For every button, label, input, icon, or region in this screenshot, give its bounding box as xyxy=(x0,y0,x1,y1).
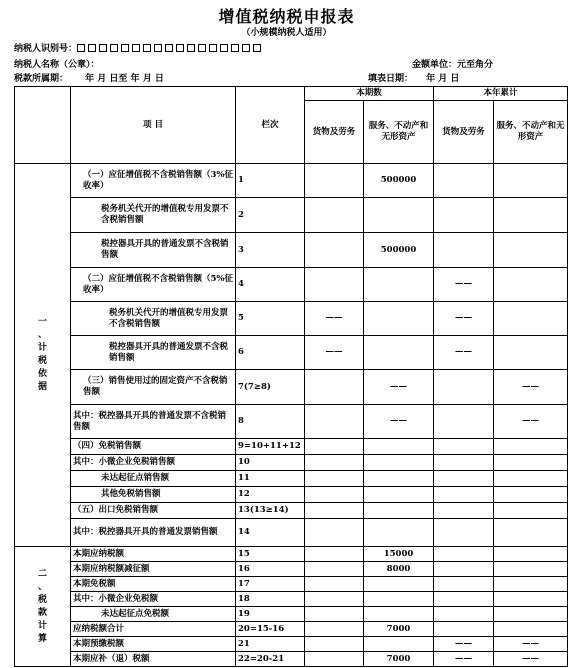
item-header: 项 目 xyxy=(71,87,236,164)
amount-cell[interactable] xyxy=(434,607,494,622)
amount-cell[interactable] xyxy=(364,519,434,547)
amount-cell: —— xyxy=(434,268,494,302)
amount-cell: —— xyxy=(434,637,494,652)
amount-cell[interactable] xyxy=(494,592,568,607)
taxpayer-id-digit-box[interactable] xyxy=(242,44,250,52)
item-label: （四）免税销售额 xyxy=(71,439,236,455)
amount-cell: —— xyxy=(434,336,494,370)
table-row xyxy=(15,268,568,302)
taxpayer-id-digit-box[interactable] xyxy=(121,44,129,52)
amount-cell[interactable] xyxy=(494,302,568,336)
amount-cell[interactable] xyxy=(364,503,434,519)
amount-cell[interactable] xyxy=(305,622,364,637)
amount-cell[interactable] xyxy=(305,370,364,405)
taxpayer-id-digit-box[interactable] xyxy=(198,44,206,52)
fill-date-label: 填表日期： xyxy=(368,74,414,84)
amount-cell[interactable] xyxy=(434,405,494,439)
amount-cell[interactable] xyxy=(305,562,364,577)
amount-cell[interactable] xyxy=(305,405,364,439)
amount-cell[interactable]: 7000 xyxy=(364,652,434,667)
taxpayer-id-boxes[interactable] xyxy=(77,44,264,54)
tax-period-label: 税款所属期： xyxy=(14,74,69,84)
taxpayer-id-digit-box[interactable] xyxy=(99,44,107,52)
goods-services-header: 货物及劳务 xyxy=(305,101,364,164)
table-row xyxy=(15,164,568,198)
taxpayer-id-digit-box[interactable] xyxy=(154,44,162,52)
table-row xyxy=(15,577,568,592)
taxpayer-id-digit-box[interactable] xyxy=(209,44,217,52)
row-number: 21 xyxy=(236,637,305,652)
declaration-table xyxy=(14,86,568,667)
amount-cell[interactable] xyxy=(434,577,494,592)
table-row xyxy=(15,592,568,607)
amount-cell[interactable] xyxy=(434,519,494,547)
row-number: 9=10+11+12 xyxy=(236,439,305,455)
table-row xyxy=(15,652,568,667)
item-label: 其他免税销售额 xyxy=(71,487,236,503)
row-number: 22=20-21 xyxy=(236,652,305,667)
amount-cell[interactable]: 8000 xyxy=(364,562,434,577)
row-number: 1 xyxy=(236,164,305,198)
item-label: （一）应征增值税不含税销售额（3%征收率） xyxy=(71,164,236,198)
taxpayer-id-digit-box[interactable] xyxy=(165,44,173,52)
amount-cell[interactable] xyxy=(434,164,494,198)
row-number: 6 xyxy=(236,336,305,370)
form-title: 增值税纳税申报表 xyxy=(218,7,355,26)
taxpayer-id-digit-box[interactable] xyxy=(88,44,96,52)
item-label: 税务机关代开的增值税专用发票不含税销售额 xyxy=(71,302,236,336)
amount-cell: —— xyxy=(305,302,364,336)
item-label: 本期应纳税额减征额 xyxy=(71,562,236,577)
taxpayer-id-digit-box[interactable] xyxy=(77,44,85,52)
amount-cell[interactable] xyxy=(434,622,494,637)
table-row xyxy=(15,439,568,455)
item-label: 其中：税控器具开具的普通发票不含税销售额 xyxy=(71,405,236,439)
amount-cell[interactable] xyxy=(434,370,494,405)
amount-cell[interactable] xyxy=(494,233,568,268)
fill-date-row xyxy=(368,71,459,84)
amount-cell: —— xyxy=(494,370,568,405)
amount-unit-label: 金额单位：元至角分 xyxy=(412,60,494,70)
amount-cell[interactable] xyxy=(434,233,494,268)
row-number: 2 xyxy=(236,198,305,233)
amount-cell[interactable] xyxy=(364,592,434,607)
amount-cell[interactable] xyxy=(494,562,568,577)
table-row xyxy=(15,519,568,547)
ytd-header: 本年累计 xyxy=(434,87,568,101)
row-number: 19 xyxy=(236,607,305,622)
amount-cell[interactable] xyxy=(305,198,364,233)
taxpayer-id-digit-box[interactable] xyxy=(220,44,228,52)
current-period-header: 本期数 xyxy=(305,87,434,101)
amount-cell[interactable] xyxy=(305,637,364,652)
amount-cell[interactable] xyxy=(305,164,364,198)
amount-cell[interactable] xyxy=(494,268,568,302)
row-number: 16 xyxy=(236,562,305,577)
amount-cell: —— xyxy=(434,302,494,336)
amount-cell[interactable] xyxy=(364,302,434,336)
item-label: 税控器具开具的普通发票不含税销售额 xyxy=(71,233,236,268)
amount-cell[interactable] xyxy=(305,652,364,667)
row-number: 3 xyxy=(236,233,305,268)
table-row xyxy=(15,562,568,577)
row-number: 11 xyxy=(236,471,305,487)
taxpayer-id-digit-box[interactable] xyxy=(110,44,118,52)
item-label: 其中：小微企业免税额 xyxy=(71,592,236,607)
amount-cell[interactable] xyxy=(494,503,568,519)
amount-cell[interactable] xyxy=(364,487,434,503)
row-number: 7(7≥8) xyxy=(236,370,305,405)
amount-cell[interactable] xyxy=(494,487,568,503)
amount-cell: —— xyxy=(364,405,434,439)
amount-cell[interactable] xyxy=(494,622,568,637)
amount-cell[interactable]: 7000 xyxy=(364,622,434,637)
item-label: 本期预缴税额 xyxy=(71,637,236,652)
section-basis-label: 一 、 计 税 依 据 xyxy=(15,164,71,547)
item-label: 其中：小微企业免税销售额 xyxy=(71,455,236,471)
taxpayer-id-digit-box[interactable] xyxy=(176,44,184,52)
amount-cell[interactable] xyxy=(305,503,364,519)
amount-cell[interactable] xyxy=(434,547,494,562)
amount-cell[interactable] xyxy=(494,455,568,471)
row-number: 20=15-16 xyxy=(236,622,305,637)
taxpayer-id-digit-box[interactable] xyxy=(132,44,140,52)
row-number: 17 xyxy=(236,577,305,592)
row-number: 10 xyxy=(236,455,305,471)
taxpayer-name-label: 纳税人名称（公章）： xyxy=(14,60,100,70)
amount-cell[interactable] xyxy=(305,439,364,455)
amount-cell[interactable] xyxy=(434,455,494,471)
amount-cell[interactable] xyxy=(494,439,568,455)
amount-cell[interactable] xyxy=(434,471,494,487)
fill-date-value[interactable]: 年 月 日 xyxy=(426,74,460,84)
amount-cell[interactable] xyxy=(494,519,568,547)
table-row xyxy=(15,607,568,622)
amount-cell[interactable] xyxy=(305,487,364,503)
amount-cell[interactable] xyxy=(494,164,568,198)
section-tax-calc-label: 二 、 税 款 计 算 xyxy=(15,547,71,667)
services-realty-header: 服务、不动产和无形资产 xyxy=(364,101,434,164)
amount-cell: —— xyxy=(494,637,568,652)
table-row xyxy=(15,637,568,652)
amount-cell[interactable] xyxy=(364,198,434,233)
amount-cell[interactable] xyxy=(305,577,364,592)
tax-period-value[interactable]: 年 月 日至 年 月 日 xyxy=(85,74,164,84)
amount-cell[interactable] xyxy=(434,503,494,519)
table-row xyxy=(15,503,568,519)
taxpayer-id-row xyxy=(14,41,264,54)
table-row xyxy=(15,487,568,503)
item-label: 本期应补（退）税额 xyxy=(71,652,236,667)
item-label: 应纳税额合计 xyxy=(71,622,236,637)
amount-cell[interactable] xyxy=(364,577,434,592)
item-label: 税务机关代开的增值税专用发票不含税销售额 xyxy=(71,198,236,233)
amount-cell: —— xyxy=(494,652,568,667)
amount-cell[interactable] xyxy=(434,439,494,455)
row-number: 15 xyxy=(236,547,305,562)
amount-cell[interactable] xyxy=(305,455,364,471)
row-number: 18 xyxy=(236,592,305,607)
item-label: 未达起征点销售额 xyxy=(71,471,236,487)
amount-cell[interactable]: 15000 xyxy=(364,547,434,562)
amount-cell[interactable] xyxy=(305,471,364,487)
table-row xyxy=(15,547,568,562)
amount-cell[interactable] xyxy=(364,637,434,652)
amount-cell[interactable] xyxy=(434,592,494,607)
taxpayer-id-digit-box[interactable] xyxy=(143,44,151,52)
amount-cell[interactable]: 500000 xyxy=(364,233,434,268)
amount-cell: —— xyxy=(305,336,364,370)
item-label: 其中：税控器具开具的普通发票销售额 xyxy=(71,519,236,547)
table-row xyxy=(15,471,568,487)
item-label: （五）出口免税销售额 xyxy=(71,503,236,519)
amount-cell[interactable] xyxy=(305,547,364,562)
services-realty-ytd-header: 服务、不动产和无形资产 xyxy=(494,101,568,164)
item-label: 本期应纳税额 xyxy=(71,547,236,562)
amount-cell[interactable] xyxy=(494,198,568,233)
amount-cell[interactable] xyxy=(494,336,568,370)
amount-cell[interactable] xyxy=(434,198,494,233)
amount-cell[interactable] xyxy=(494,577,568,592)
row-no-header: 栏次 xyxy=(236,87,305,164)
table-row xyxy=(15,455,568,471)
table-row xyxy=(15,370,568,405)
amount-cell[interactable] xyxy=(494,547,568,562)
amount-cell[interactable] xyxy=(434,562,494,577)
table-row xyxy=(15,233,568,268)
amount-cell[interactable] xyxy=(434,487,494,503)
row-number: 8 xyxy=(236,405,305,439)
item-label: 未达起征点免税额 xyxy=(71,607,236,622)
amount-cell: —— xyxy=(364,370,434,405)
amount-cell[interactable]: 500000 xyxy=(364,164,434,198)
amount-cell[interactable] xyxy=(305,268,364,302)
form-subtitle: （小规模纳税人适用） xyxy=(241,28,332,38)
amount-cell[interactable] xyxy=(494,471,568,487)
amount-cell: —— xyxy=(494,405,568,439)
taxpayer-id-digit-box[interactable] xyxy=(187,44,195,52)
row-number: 4 xyxy=(236,268,305,302)
amount-cell[interactable] xyxy=(494,607,568,622)
taxpayer-id-digit-box[interactable] xyxy=(231,44,239,52)
item-label: （三）销售使用过的固定资产不含税销售额 xyxy=(71,370,236,405)
tax-period-row xyxy=(14,71,164,84)
table-row xyxy=(15,302,568,336)
table-row xyxy=(15,336,568,370)
goods-services-ytd-header: 货物及劳务 xyxy=(434,101,494,164)
corner-cell xyxy=(15,87,71,164)
taxpayer-id-label: 纳税人识别号： xyxy=(14,44,78,54)
amount-cell[interactable] xyxy=(364,455,434,471)
amount-cell[interactable] xyxy=(305,519,364,547)
taxpayer-id-digit-box[interactable] xyxy=(253,44,261,52)
amount-cell[interactable] xyxy=(305,233,364,268)
item-label: 税控器具开具的普通发票不含税销售额 xyxy=(71,336,236,370)
item-label: 本期免税额 xyxy=(71,577,236,592)
row-number: 13(13≥14) xyxy=(236,503,305,519)
amount-cell[interactable] xyxy=(364,336,434,370)
table-row xyxy=(15,622,568,637)
row-number: 14 xyxy=(236,519,305,547)
table-row xyxy=(15,405,568,439)
table-row xyxy=(15,198,568,233)
row-number: 5 xyxy=(236,302,305,336)
amount-cell[interactable] xyxy=(364,471,434,487)
amount-cell[interactable] xyxy=(364,268,434,302)
item-label: （二）应征增值税不含税销售额（5%征收率） xyxy=(71,268,236,302)
amount-cell: —— xyxy=(434,652,494,667)
amount-cell[interactable] xyxy=(364,607,434,622)
amount-cell[interactable] xyxy=(305,592,364,607)
amount-cell[interactable] xyxy=(305,607,364,622)
row-number: 12 xyxy=(236,487,305,503)
amount-cell[interactable] xyxy=(364,439,434,455)
